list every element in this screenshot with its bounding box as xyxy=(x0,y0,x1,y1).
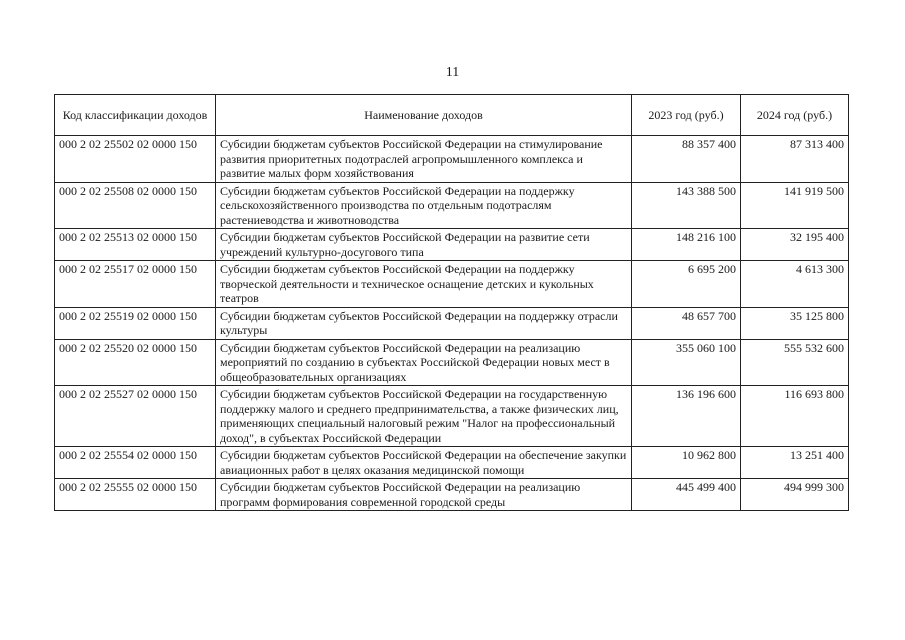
row-code: 000 2 02 25513 02 0000 150 xyxy=(55,229,216,261)
table-row xyxy=(55,339,849,386)
table-row xyxy=(55,182,849,229)
row-name: Субсидии бюджетам субъектов Российской Федерации на реализацию мероприятий по созданию в субъектах Российской Федерации новых мест в общеобразовательных организациях xyxy=(216,339,632,386)
row-name: Субсидии бюджетам субъектов Российской Федерации на реализацию программ формирования современной городской среды xyxy=(216,479,632,511)
row-code: 000 2 02 25519 02 0000 150 xyxy=(55,307,216,339)
row-amount-2024: 141 919 500 xyxy=(741,182,849,229)
row-code: 000 2 02 25508 02 0000 150 xyxy=(55,182,216,229)
table-row xyxy=(55,479,849,511)
row-code: 000 2 02 25527 02 0000 150 xyxy=(55,386,216,447)
row-name: Субсидии бюджетам субъектов Российской Федерации на поддержку сельскохозяйственного производства по отдельным подотраслям растениеводства и животноводства xyxy=(216,182,632,229)
row-code: 000 2 02 25555 02 0000 150 xyxy=(55,479,216,511)
row-amount-2024: 13 251 400 xyxy=(741,447,849,479)
row-amount-2023: 445 499 400 xyxy=(632,479,741,511)
table-header-row xyxy=(55,95,849,136)
row-name: Субсидии бюджетам субъектов Российской Федерации на государственную поддержку малого и среднего предпринимательства, а также физических лиц, применяющих специальный налоговый режим "Налог на профессиональный доход", в субъектах Российской Федерации xyxy=(216,386,632,447)
header-name: Наименование доходов xyxy=(216,95,632,136)
row-amount-2023: 10 962 800 xyxy=(632,447,741,479)
row-amount-2024: 32 195 400 xyxy=(741,229,849,261)
row-name: Субсидии бюджетам субъектов Российской Федерации на развитие сети учреждений культурно-досугового типа xyxy=(216,229,632,261)
row-code: 000 2 02 25502 02 0000 150 xyxy=(55,136,216,183)
row-amount-2023: 148 216 100 xyxy=(632,229,741,261)
row-code: 000 2 02 25554 02 0000 150 xyxy=(55,447,216,479)
row-amount-2024: 87 313 400 xyxy=(741,136,849,183)
table-row xyxy=(55,229,849,261)
row-amount-2024: 35 125 800 xyxy=(741,307,849,339)
table-row xyxy=(55,261,849,308)
row-code: 000 2 02 25520 02 0000 150 xyxy=(55,339,216,386)
table-row xyxy=(55,136,849,183)
row-amount-2023: 136 196 600 xyxy=(632,386,741,447)
row-amount-2024: 116 693 800 xyxy=(741,386,849,447)
row-amount-2023: 143 388 500 xyxy=(632,182,741,229)
row-name: Субсидии бюджетам субъектов Российской Федерации на стимулирование развития приоритетных подотраслей агропромышленного комплекса и развитие малых форм хозяйствования xyxy=(216,136,632,183)
row-amount-2023: 88 357 400 xyxy=(632,136,741,183)
row-amount-2023: 355 060 100 xyxy=(632,339,741,386)
row-code: 000 2 02 25517 02 0000 150 xyxy=(55,261,216,308)
header-code: Код классификации доходов xyxy=(55,95,216,136)
row-amount-2024: 4 613 300 xyxy=(741,261,849,308)
header-year-2024: 2024 год (руб.) xyxy=(741,95,849,136)
row-amount-2023: 6 695 200 xyxy=(632,261,741,308)
row-name: Субсидии бюджетам субъектов Российской Федерации на поддержку отрасли культуры xyxy=(216,307,632,339)
income-table xyxy=(54,94,849,511)
table-row xyxy=(55,386,849,447)
row-name: Субсидии бюджетам субъектов Российской Федерации на обеспечение закупки авиационных работ в целях оказания медицинской помощи xyxy=(216,447,632,479)
row-name: Субсидии бюджетам субъектов Российской Федерации на поддержку творческой деятельности и техническое оснащение детских и кукольных театров xyxy=(216,261,632,308)
table-row xyxy=(55,307,849,339)
row-amount-2024: 494 999 300 xyxy=(741,479,849,511)
header-year-2023: 2023 год (руб.) xyxy=(632,95,741,136)
row-amount-2024: 555 532 600 xyxy=(741,339,849,386)
table-row xyxy=(55,447,849,479)
row-amount-2023: 48 657 700 xyxy=(632,307,741,339)
page-number: 11 xyxy=(445,65,460,80)
